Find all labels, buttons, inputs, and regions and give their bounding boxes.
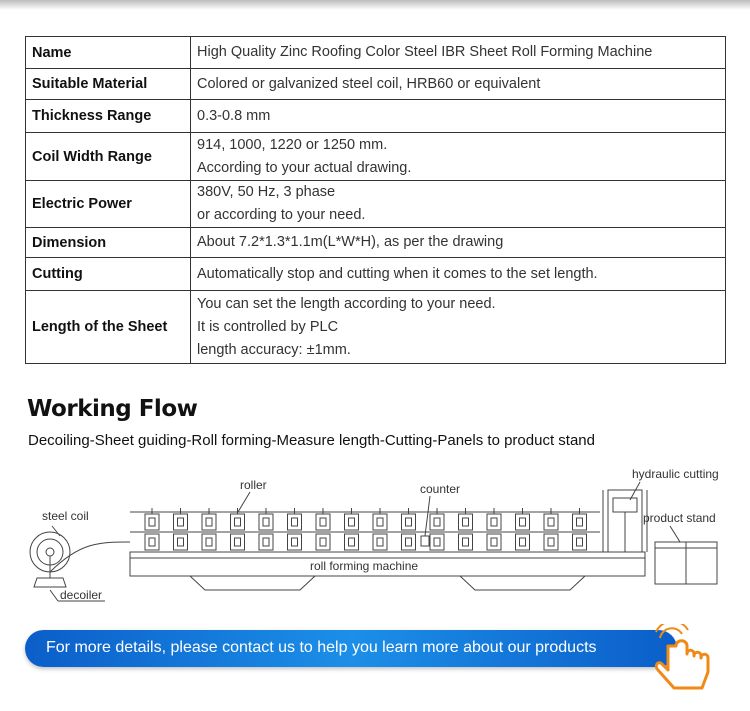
roller-core bbox=[320, 538, 326, 546]
spec-value-line: You can set the length according to your need. bbox=[197, 295, 496, 312]
roller-core bbox=[463, 518, 469, 526]
roller-core bbox=[149, 538, 155, 546]
spec-value bbox=[191, 69, 726, 100]
roller-core bbox=[263, 518, 269, 526]
working-flow-diagram bbox=[0, 460, 750, 610]
spec-key: Cutting bbox=[26, 258, 191, 291]
roller-core bbox=[178, 518, 184, 526]
roller-unit bbox=[459, 514, 473, 530]
roller-core bbox=[235, 518, 241, 526]
roller-core bbox=[377, 538, 383, 546]
roller-unit bbox=[487, 514, 501, 530]
roller-unit bbox=[345, 534, 359, 550]
roller-core bbox=[491, 518, 497, 526]
roller-unit bbox=[402, 534, 416, 550]
roller-unit bbox=[259, 534, 273, 550]
roller-core bbox=[149, 518, 155, 526]
spec-key: Suitable Material bbox=[26, 69, 191, 100]
roller-unit bbox=[202, 534, 216, 550]
spec-row-cutting bbox=[26, 258, 726, 291]
spec-value bbox=[191, 291, 726, 364]
roller-core bbox=[548, 538, 554, 546]
roller-unit bbox=[516, 534, 530, 550]
roller-core bbox=[206, 518, 212, 526]
roller-core bbox=[577, 538, 583, 546]
spec-row-length bbox=[26, 291, 726, 364]
roller-core bbox=[434, 518, 440, 526]
roller-unit bbox=[544, 534, 558, 550]
spec-value bbox=[191, 181, 726, 228]
roller-core bbox=[548, 518, 554, 526]
roller-core bbox=[292, 518, 298, 526]
roller-unit bbox=[231, 514, 245, 530]
decoiler-illustration bbox=[30, 526, 130, 587]
roller-core bbox=[263, 538, 269, 546]
top-shadow-bar bbox=[0, 0, 750, 10]
roller-core bbox=[406, 538, 412, 546]
roller-unit bbox=[316, 534, 330, 550]
counter-device bbox=[421, 536, 429, 546]
roller-unit bbox=[430, 534, 444, 550]
spec-value-line: Automatically stop and cutting when it comes to the set length. bbox=[197, 265, 598, 282]
roller-unit bbox=[259, 514, 273, 530]
roller-core bbox=[434, 538, 440, 546]
spec-value-line: 914, 1000, 1220 or 1250 mm. bbox=[197, 136, 388, 153]
section-subtitle: Decoiling-Sheet guiding-Roll forming-Measure length-Cutting-Panels to product stand bbox=[28, 432, 595, 449]
label-machine: roll forming machine bbox=[310, 559, 419, 573]
roller-core bbox=[491, 538, 497, 546]
roller-unit bbox=[373, 514, 387, 530]
roller-unit bbox=[145, 514, 159, 530]
roller-unit bbox=[373, 534, 387, 550]
label-product-stand: product stand bbox=[643, 511, 716, 525]
section-title: Working Flow bbox=[27, 396, 198, 422]
spec-key: Name bbox=[26, 37, 191, 69]
roller-core bbox=[406, 518, 412, 526]
roller-unit bbox=[487, 534, 501, 550]
spec-row-dimension bbox=[26, 228, 726, 258]
roller-core bbox=[349, 538, 355, 546]
contact-banner-text: For more details, please contact us to help you learn more about our products bbox=[46, 639, 597, 656]
spec-value bbox=[191, 228, 726, 258]
roller-unit bbox=[145, 534, 159, 550]
roller-core bbox=[577, 518, 583, 526]
spec-value-line: length accuracy: ±1mm. bbox=[197, 341, 351, 358]
label-counter: counter bbox=[420, 482, 461, 496]
contact-banner-button[interactable] bbox=[25, 630, 677, 667]
spec-value bbox=[191, 133, 726, 181]
roller-core bbox=[178, 538, 184, 546]
spec-row-power bbox=[26, 181, 726, 228]
roller-unit bbox=[174, 514, 188, 530]
spec-key: Thickness Range bbox=[26, 100, 191, 133]
hydraulic-cutter bbox=[603, 490, 647, 552]
spec-table bbox=[25, 36, 726, 364]
label-steel-coil: steel coil bbox=[42, 509, 89, 523]
spec-value-line: About 7.2*1.3*1.1m(L*W*H), as per the drawing bbox=[197, 234, 504, 250]
roller-unit bbox=[402, 514, 416, 530]
spec-value bbox=[191, 258, 726, 291]
pointing-hand-icon[interactable] bbox=[648, 624, 723, 699]
spec-value-line: According to your actual drawing. bbox=[197, 159, 412, 176]
roller-unit bbox=[573, 514, 587, 530]
label-roller: roller bbox=[240, 478, 267, 492]
spec-key: Dimension bbox=[26, 228, 191, 258]
roller-core bbox=[463, 538, 469, 546]
spec-value-line: or according to your need. bbox=[197, 207, 366, 223]
spec-row-name bbox=[26, 37, 726, 69]
roller-unit bbox=[345, 514, 359, 530]
roller-core bbox=[206, 538, 212, 546]
roller-unit bbox=[516, 514, 530, 530]
spec-value-line: Colored or galvanized steel coil, HRB60 or equivalent bbox=[197, 75, 541, 92]
roller-unit bbox=[202, 514, 216, 530]
product-stand bbox=[655, 542, 717, 584]
roller-stations bbox=[145, 508, 587, 550]
roller-unit bbox=[174, 534, 188, 550]
roller-unit bbox=[459, 534, 473, 550]
spec-value-line: 0.3-0.8 mm bbox=[197, 107, 271, 124]
spec-row-thickness bbox=[26, 100, 726, 133]
roller-core bbox=[349, 518, 355, 526]
roller-unit bbox=[231, 534, 245, 550]
roller-unit bbox=[288, 514, 302, 530]
label-hydraulic-cutting: hydraulic cutting bbox=[632, 467, 719, 481]
spec-row-material bbox=[26, 69, 726, 100]
label-decoiler: decoiler bbox=[60, 588, 103, 602]
roller-unit bbox=[316, 514, 330, 530]
roller-core bbox=[377, 518, 383, 526]
spec-value-line: It is controlled by PLC bbox=[197, 318, 339, 335]
roller-core bbox=[292, 538, 298, 546]
spec-row-coil-width bbox=[26, 133, 726, 181]
roller-unit bbox=[573, 534, 587, 550]
roller-core bbox=[235, 538, 241, 546]
roller-unit bbox=[430, 514, 444, 530]
spec-key: Coil Width Range bbox=[26, 133, 191, 181]
spec-value-line: 380V, 50 Hz, 3 phase bbox=[197, 184, 336, 200]
roller-core bbox=[320, 518, 326, 526]
spec-key: Electric Power bbox=[26, 181, 191, 228]
roller-core bbox=[520, 538, 526, 546]
spec-key: Length of the Sheet bbox=[26, 291, 191, 364]
spec-value bbox=[191, 100, 726, 133]
roller-core bbox=[520, 518, 526, 526]
spec-value-line: High Quality Zinc Roofing Color Steel IBR Sheet Roll Forming Machine bbox=[197, 44, 653, 60]
roller-unit bbox=[544, 514, 558, 530]
spec-value bbox=[191, 37, 726, 69]
roller-unit bbox=[288, 534, 302, 550]
